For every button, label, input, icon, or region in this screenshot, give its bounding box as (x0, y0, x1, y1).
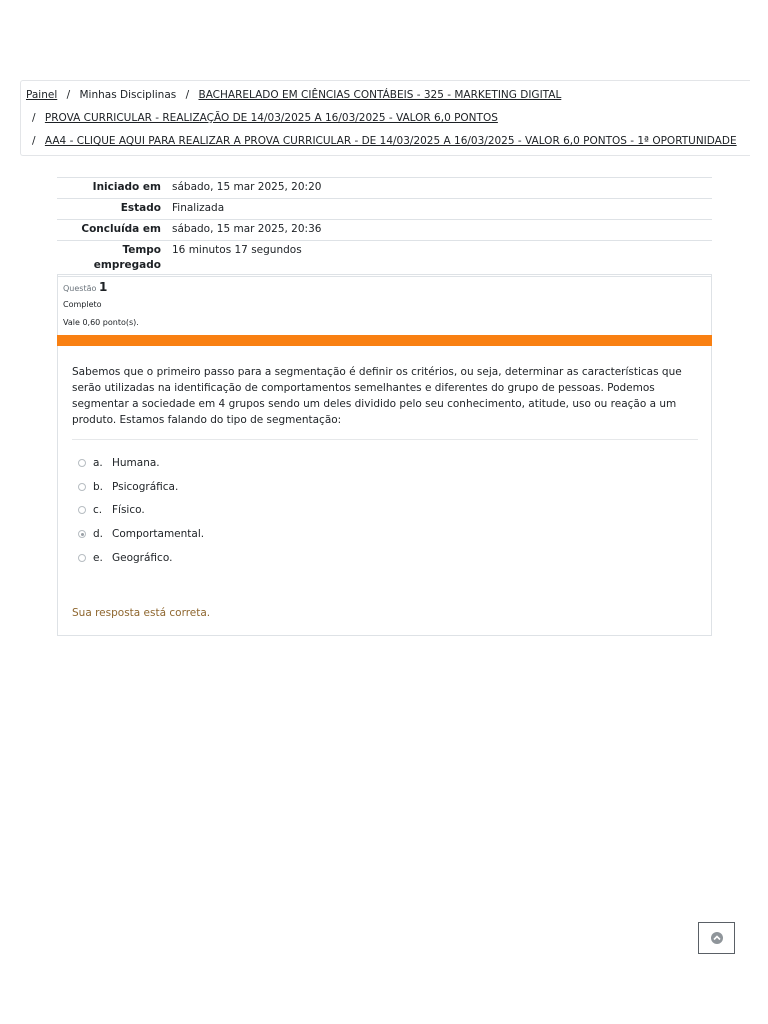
summary-value: sábado, 15 mar 2025, 20:36 (166, 220, 712, 241)
question-text: Sabemos que o primeiro passo para a segmentação é definir os critérios, ou seja, determinar as características que serão utilizadas na identificação de comportamentos semelhantes e diferentes do grupo de pessoas. Podemos segmentar a sociedade em 4 grupos sendo um deles dividido pelo seu conhecimento, atitude, uso ou reação a um produto. Estamos falando do tipo de segmentação: (72, 366, 682, 426)
attempt-summary-table (57, 177, 712, 277)
breadcrumb (20, 80, 750, 156)
summary-row (57, 220, 712, 241)
option-letter: a. (93, 457, 103, 469)
option-text: Geográfico. (112, 551, 173, 564)
back-to-top-button[interactable] (698, 922, 735, 954)
breadcrumb-link-prova[interactable]: PROVA CURRICULAR - REALIZAÇÃO DE 14/03/2025 A 16/03/2025 - VALOR 6,0 PONTOS (44, 112, 498, 124)
breadcrumb-separator: / (32, 135, 36, 147)
question-number-value: 1 (98, 280, 108, 294)
answer-option-d[interactable] (78, 528, 204, 552)
summary-value: sábado, 15 mar 2025, 20:20 (166, 178, 712, 199)
summary-label: Tempo empregado (57, 241, 166, 277)
summary-row (57, 199, 712, 220)
question-info (57, 274, 712, 336)
radio-button[interactable] (78, 483, 86, 491)
breadcrumb-separator: / (185, 89, 190, 101)
summary-row (57, 241, 712, 277)
radio-button[interactable] (78, 459, 86, 467)
breadcrumb-separator: / (66, 89, 71, 101)
answer-feedback: Sua resposta está correta. (72, 607, 211, 619)
breadcrumb-link-quiz[interactable]: AA4 - CLIQUE AQUI PARA REALIZAR A PROVA CURRICULAR - DE 14/03/2025 A 16/03/2025 - VALOR 6,0 PONTOS - 1ª OPORTUNIDADE (44, 135, 737, 147)
breadcrumb-link-course[interactable]: BACHARELADO EM CIÊNCIAS CONTÁBEIS - 325 - MARKETING DIGITAL (198, 89, 562, 101)
breadcrumb-link-painel[interactable]: Painel (26, 89, 58, 101)
breadcrumb-item-minhas-disciplinas: Minhas Disciplinas (79, 89, 177, 101)
option-text: Psicográfica. (112, 480, 179, 493)
summary-value: 16 minutos 17 segundos (166, 241, 712, 277)
radio-button[interactable] (78, 554, 86, 562)
summary-label: Estado (57, 199, 166, 220)
question-label: Questão (63, 284, 97, 293)
option-letter: b. (93, 480, 104, 493)
summary-label: Iniciado em (57, 178, 166, 199)
summary-label: Concluída em (57, 220, 166, 241)
summary-value: Finalizada (166, 199, 712, 220)
answer-option-c[interactable] (78, 504, 204, 528)
answer-option-e[interactable] (78, 552, 204, 576)
question-accent-bar (57, 335, 712, 346)
radio-button-checked[interactable] (78, 530, 86, 538)
question-grade: Vale 0,60 ponto(s). (63, 318, 139, 327)
option-letter: c. (93, 504, 103, 517)
question-state: Completo (63, 300, 102, 309)
answer-option-b[interactable] (78, 481, 204, 505)
breadcrumb-separator: / (32, 112, 36, 124)
chevron-up-icon (711, 932, 723, 944)
radio-button[interactable] (78, 506, 86, 514)
answer-option-a[interactable] (78, 457, 204, 481)
option-letter: e. (93, 551, 103, 564)
question-number (63, 280, 107, 294)
question-content (57, 346, 712, 636)
summary-row (57, 178, 712, 199)
answer-options (78, 457, 204, 575)
option-text: Humana. (112, 457, 160, 469)
option-letter: d. (93, 528, 104, 541)
option-text: Comportamental. (112, 528, 205, 541)
question-divider (72, 439, 698, 440)
option-text: Físico. (112, 504, 145, 517)
